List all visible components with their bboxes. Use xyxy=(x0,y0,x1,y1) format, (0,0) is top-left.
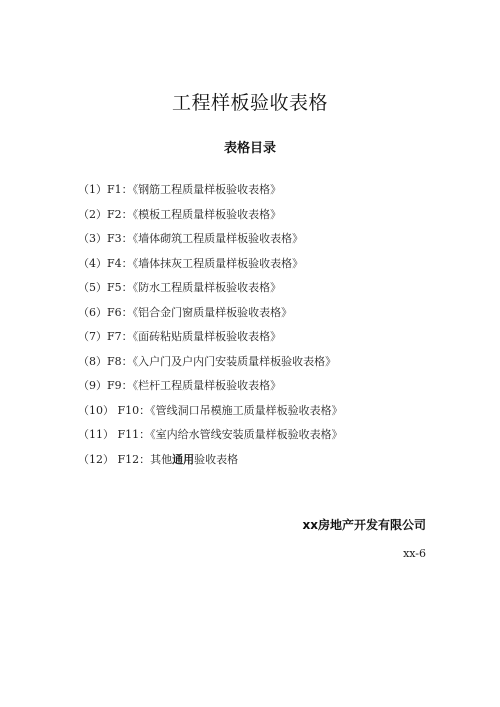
toc-item-4: （4）F4：《墙体抹灰工程质量样板验收表格》 xyxy=(78,256,304,270)
toc-item-11: （11） F11：《室内给水管线安装质量样板验收表格》 xyxy=(78,428,343,441)
toc-item-12-suffix: 验收表格 xyxy=(194,452,239,466)
toc-item-5: （5）F5：《防水工程质量样板验收表格》 xyxy=(78,281,282,294)
toc-list xyxy=(78,178,343,472)
document-code: xx-6 xyxy=(403,547,426,560)
toc-item-8: （8）F8：《入户门及户内门安装质量样板验收表格》 xyxy=(78,354,337,368)
toc-item-12-emphasis: 通用 xyxy=(172,452,195,466)
toc-item-6: （6）F6：《铝合金门窗质量样板验收表格》 xyxy=(78,305,293,319)
toc-item-2: （2）F2：《模板工程质量样板验收表格》 xyxy=(78,207,282,221)
toc-item-10: （10） F10：《管线洞口吊模施工质量样板验收表格》 xyxy=(78,403,343,417)
toc-item-12 xyxy=(78,448,343,473)
company-name: xx房地产开发有限公司 xyxy=(302,518,426,532)
toc-item-3: （3）F3：《墙体砌筑工程质量样板验收表格》 xyxy=(78,232,304,245)
document-title: 工程样板验收表格 xyxy=(171,92,328,114)
toc-item-12-prefix: （12） F12：其他 xyxy=(78,452,173,466)
toc-item-1: （1）F1：《钢筋工程质量样板验收表格》 xyxy=(78,183,282,196)
toc-item-7: （7）F7：《面砖粘贴质量样板验收表格》 xyxy=(78,330,282,343)
toc-item-9: （9）F9：《栏杆工程质量样板验收表格》 xyxy=(78,379,282,392)
toc-heading: 表格目录 xyxy=(223,141,276,156)
